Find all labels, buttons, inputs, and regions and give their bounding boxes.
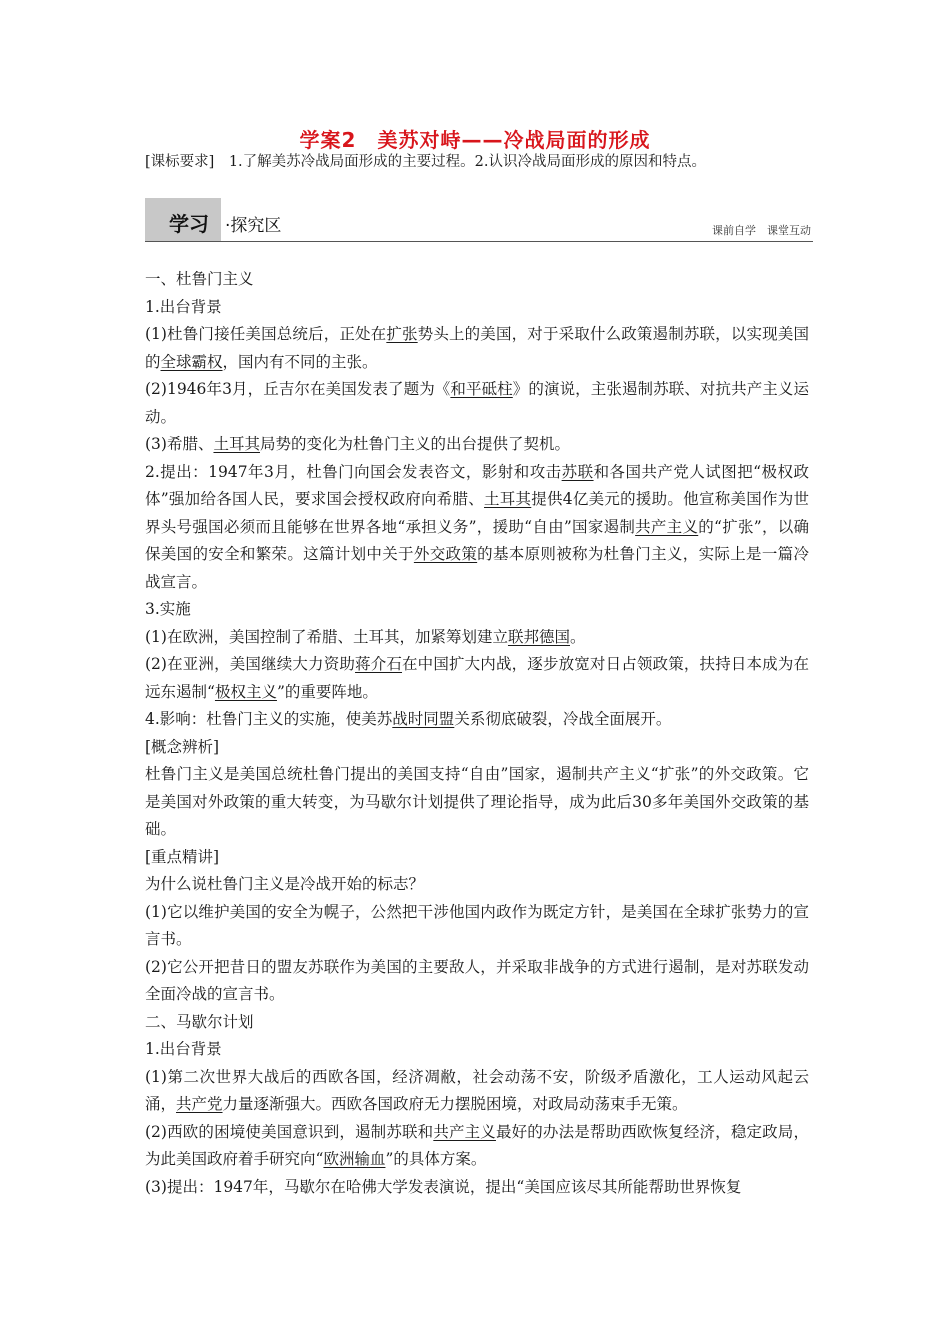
paragraph-text: 。 [569,627,586,646]
paragraph-text: 4.影响：杜鲁门主义的实施，使美苏 [145,710,393,728]
banner-right-label: 课前自学 课堂互动 [712,224,811,237]
underlined-answer: 全球霸权 [160,352,223,371]
paragraph-text: 1.出台背景 [145,1040,222,1058]
paragraph-text: 最好的办法是帮助西欧恢复经济，稳定政局，为此美国政府着手研究向“ [145,1122,809,1168]
banner-main-label: 学习 [169,212,209,236]
paragraph [145,899,809,954]
underlined-answer: 共产主义 [433,1122,496,1141]
paragraph [145,321,809,376]
paragraph-text: ，国内有不同的主张。 [222,352,378,371]
paragraph-text: (2)西欧的困境使美国意识到，遏制苏联和 [145,1122,434,1141]
paragraph-text: 1.出台背景 [145,297,222,316]
paragraph-text: 二、马歇尔计划 [145,1012,254,1031]
banner-sub-label: ·探究区 [225,216,282,236]
section-banner [145,198,813,242]
underlined-answer: 和平砥柱 [450,380,513,398]
paragraph [145,954,809,1009]
paragraph-text: [概念辨析] [145,737,220,756]
page-title: 学案2 美苏对峙——冷战局面的形成 [299,128,651,152]
paragraph-text: ”的重要阵地。 [276,682,378,701]
paragraph [145,1119,809,1174]
underlined-answer: 蒋介石 [355,655,403,673]
underlined-answer: 共产主义 [635,517,699,536]
paragraph [145,761,809,844]
paragraph-text: (1)它以维护美国的安全为幌子，公然把干涉他国内政作为既定方针，是美国在全球扩张势力的宣言书。 [145,902,809,948]
paragraph [145,1174,809,1202]
paragraph [145,706,809,734]
paragraph [145,734,809,762]
paragraph [145,459,809,597]
paragraph-text: 势头上的美国，对于采取什么政策遏制苏联，以实现美国的 [145,325,809,371]
document-body [145,266,809,1201]
paragraph [145,1009,809,1037]
paragraph-text: 力量逐渐强大。西欧各国政府无力摆脱困境，对政局动荡束手无策。 [222,1095,688,1113]
paragraph-text: (3)提出：1947年，马歇尔在哈佛大学发表演说，提出“美国应该尽其所能帮助世界恢复 [145,1177,742,1196]
paragraph-text: 为什么说杜鲁门主义是冷战开始的标志？ [145,875,425,893]
paragraph-text: (2)在亚洲，美国继续大力资助 [145,655,356,673]
paragraph [145,266,809,294]
paragraph-text: 局势的变化为杜鲁门主义的出台提供了契机。 [259,435,570,453]
underlined-answer: 战时同盟 [392,710,455,728]
underlined-answer: 联邦德国 [507,627,570,646]
underlined-answer: 土耳其 [484,490,532,508]
paragraph-text: 》的演说，主张遏制苏联、对抗共产主义运动。 [145,380,809,426]
underlined-answer: 共产党 [176,1095,223,1113]
paragraph-text: [重点精讲] [145,847,220,866]
paragraph [145,1064,809,1119]
underlined-answer: 极权主义 [214,682,277,701]
paragraph-text: 3.实施 [145,600,191,618]
paragraph-text: (1)在欧洲，美国控制了希腊、土耳其，加紧筹划建立 [145,627,508,646]
paragraph-text: 提供4亿美元的援助。他宣称美国作为世界头号强国必须而且能够在世界各地“承担义务”，援助“自由”国家遏制 [145,490,809,536]
paragraph [145,651,809,706]
banner-divider [145,241,813,242]
underlined-answer: 扩张 [386,325,418,343]
underlined-answer: 外交政策 [413,545,478,563]
paragraph-text: 和各国共产党人试图把“极权政体”强加给各国人民，要求国会授权政府向希腊、 [145,462,809,508]
paragraph [145,596,809,624]
paragraph-text: 在中国扩大内战，逐步放宽对日占领政策，扶持日本成为在远东遏制“ [145,655,809,701]
paragraph [145,624,809,652]
paragraph-text: (3)希腊、 [145,435,214,453]
paragraph-text: 杜鲁门主义是美国总统杜鲁门提出的美国支持“自由”国家，遏制共产主义“扩张”的外交政策。它是美国对外政策的重大转变，为马歇尔计划提供了理论指导，成为此后30多年美国外交政策的基础。 [145,765,809,838]
paragraph-text: 2.提出：1947年3月，杜鲁门向国会发表咨文，影射和攻击 [145,462,562,481]
paragraph [145,1036,809,1064]
paragraph [145,431,809,459]
paragraph-text: 关系彻底破裂，冷战全面展开。 [454,710,672,728]
paragraph-text: 的基本原则被称为杜鲁门主义，实际上是一篇冷战宣言。 [145,545,809,591]
paragraph-text: (2)它公开把昔日的盟友苏联作为美国的主要敌人，并采取非战争的方式进行遏制，是对苏联发动全面冷战的宣言书。 [145,957,809,1003]
paragraph-text: ”的具体方案。 [385,1150,487,1168]
underlined-answer: 苏联 [561,462,594,481]
paragraph [145,294,809,322]
paragraph-text: (1)第二次世界大战后的西欧各国，经济凋敝，社会动荡不安，阶级矛盾激化，工人运动风起云涌， [145,1067,809,1113]
paragraph-text: 的“扩张”，以确保美国的安全和繁荣。这篇计划中关于 [145,517,809,563]
paragraph-text: 一、杜鲁门主义 [145,270,254,288]
paragraph [145,376,809,431]
paragraph [145,871,809,899]
paragraph [145,844,809,872]
underlined-answer: 欧洲输血 [323,1150,386,1168]
curriculum-requirement: [课标要求] 1.了解美苏冷战局面形成的主要过程。2.认识冷战局面形成的原因和特点。 [145,154,706,170]
paragraph-text: (1)杜鲁门接任美国总统后，正处在 [145,325,387,343]
underlined-answer: 土耳其 [213,435,260,453]
paragraph-text: (2)1946年3月，丘吉尔在美国发表了题为《 [145,380,451,398]
